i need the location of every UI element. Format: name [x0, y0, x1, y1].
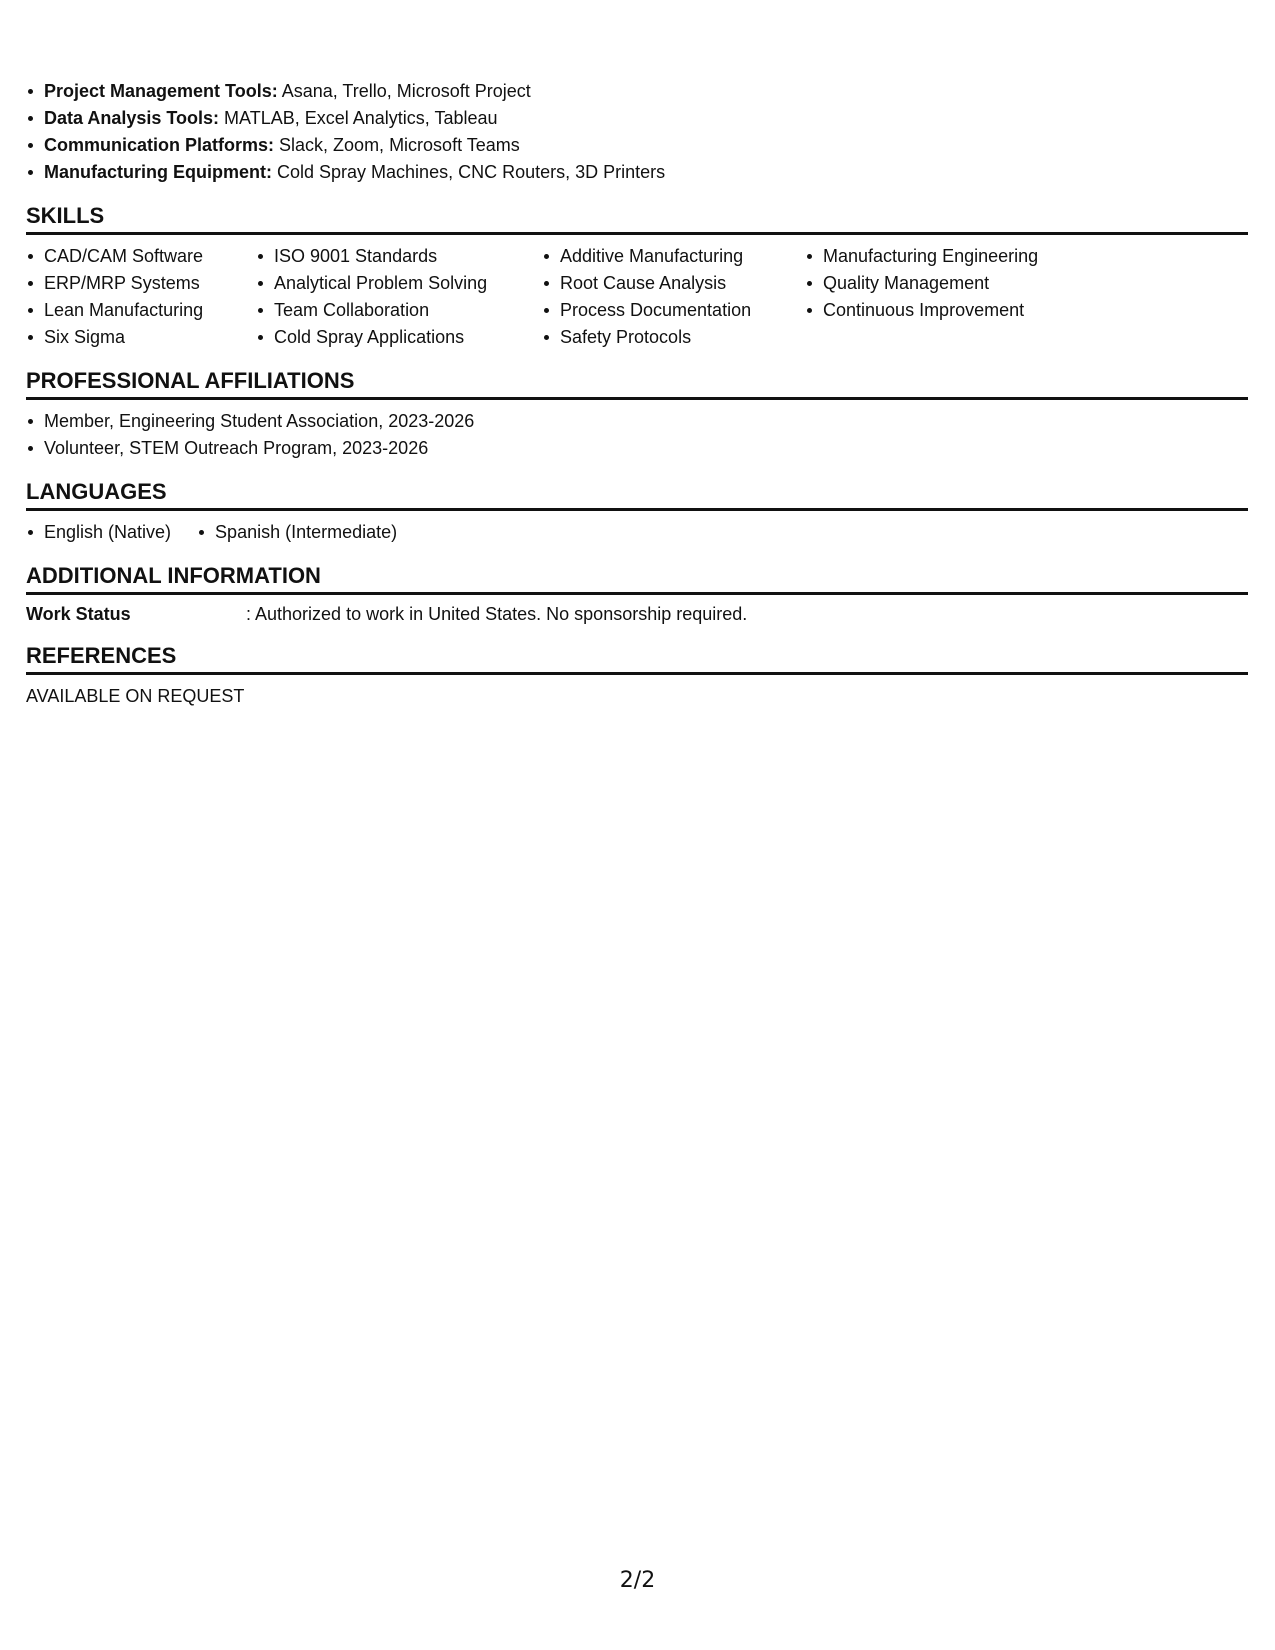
tool-category-value: Cold Spray Machines, CNC Routers, 3D Printers — [272, 162, 666, 182]
references-heading: REFERENCES — [26, 642, 1248, 675]
skills-column-1 — [26, 243, 256, 351]
languages-list-1 — [26, 519, 171, 546]
skill-item: Cold Spray Applications — [274, 324, 542, 351]
skill-item: ISO 9001 Standards — [274, 243, 542, 270]
resume-page — [26, 78, 1248, 710]
tool-category-label: Manufacturing Equipment: — [44, 162, 272, 182]
affiliation-item: Member, Engineering Student Association, 2023-2026 — [44, 408, 1248, 435]
additional-info-heading: ADDITIONAL INFORMATION — [26, 562, 1248, 595]
tools-section — [26, 78, 1248, 186]
tools-list — [26, 78, 1248, 186]
skills-column-4 — [805, 243, 1123, 351]
skills-column-2 — [256, 243, 542, 351]
affiliations-section — [26, 367, 1248, 462]
references-text: AVAILABLE ON REQUEST — [26, 686, 245, 706]
skills-column-3 — [542, 243, 805, 351]
list-item — [44, 105, 1248, 132]
skill-item: Root Cause Analysis — [560, 270, 805, 297]
affiliation-item: Volunteer, STEM Outreach Program, 2023-2026 — [44, 435, 1248, 462]
work-status-label: Work Status — [26, 604, 131, 624]
tool-category-label: Project Management Tools: — [44, 81, 278, 101]
list-item — [44, 132, 1248, 159]
languages-heading: LANGUAGES — [26, 478, 1248, 511]
skill-item: Lean Manufacturing — [44, 297, 256, 324]
skills-section — [26, 202, 1248, 351]
languages-list-2 — [197, 519, 397, 546]
language-item: Spanish (Intermediate) — [215, 519, 397, 546]
skill-item: Team Collaboration — [274, 297, 542, 324]
skills-heading: SKILLS — [26, 202, 1248, 235]
language-item: English (Native) — [44, 519, 171, 546]
skill-item: Safety Protocols — [560, 324, 805, 351]
skill-item: Analytical Problem Solving — [274, 270, 542, 297]
languages-section — [26, 478, 1248, 546]
affiliations-list — [26, 408, 1248, 462]
tool-category-value: Asana, Trello, Microsoft Project — [277, 81, 531, 101]
skill-item: Quality Management — [823, 270, 1123, 297]
tool-category-label: Data Analysis Tools: — [44, 108, 220, 128]
skill-item: Process Documentation — [560, 297, 805, 324]
tool-category-label: Communication Platforms: — [44, 135, 275, 155]
work-status-row — [26, 601, 1248, 628]
skill-item: Six Sigma — [44, 324, 256, 351]
additional-info-section — [26, 562, 1248, 628]
tool-category-value: Slack, Zoom, Microsoft Teams — [274, 135, 520, 155]
page-number: 2/2 — [619, 1568, 656, 1593]
list-item — [44, 159, 1248, 186]
references-section — [26, 642, 1248, 710]
languages-row — [26, 519, 1248, 546]
list-item — [44, 78, 1248, 105]
skills-grid — [26, 243, 1248, 351]
work-status-value: : Authorized to work in United States. No sponsorship required. — [246, 604, 748, 624]
skill-item: Additive Manufacturing — [560, 243, 805, 270]
skill-item: Continuous Improvement — [823, 297, 1123, 324]
skill-item: ERP/MRP Systems — [44, 270, 256, 297]
tool-category-value: MATLAB, Excel Analytics, Tableau — [219, 108, 498, 128]
affiliations-heading: PROFESSIONAL AFFILIATIONS — [26, 367, 1248, 400]
skill-item: Manufacturing Engineering — [823, 243, 1123, 270]
skill-item: CAD/CAM Software — [44, 243, 256, 270]
